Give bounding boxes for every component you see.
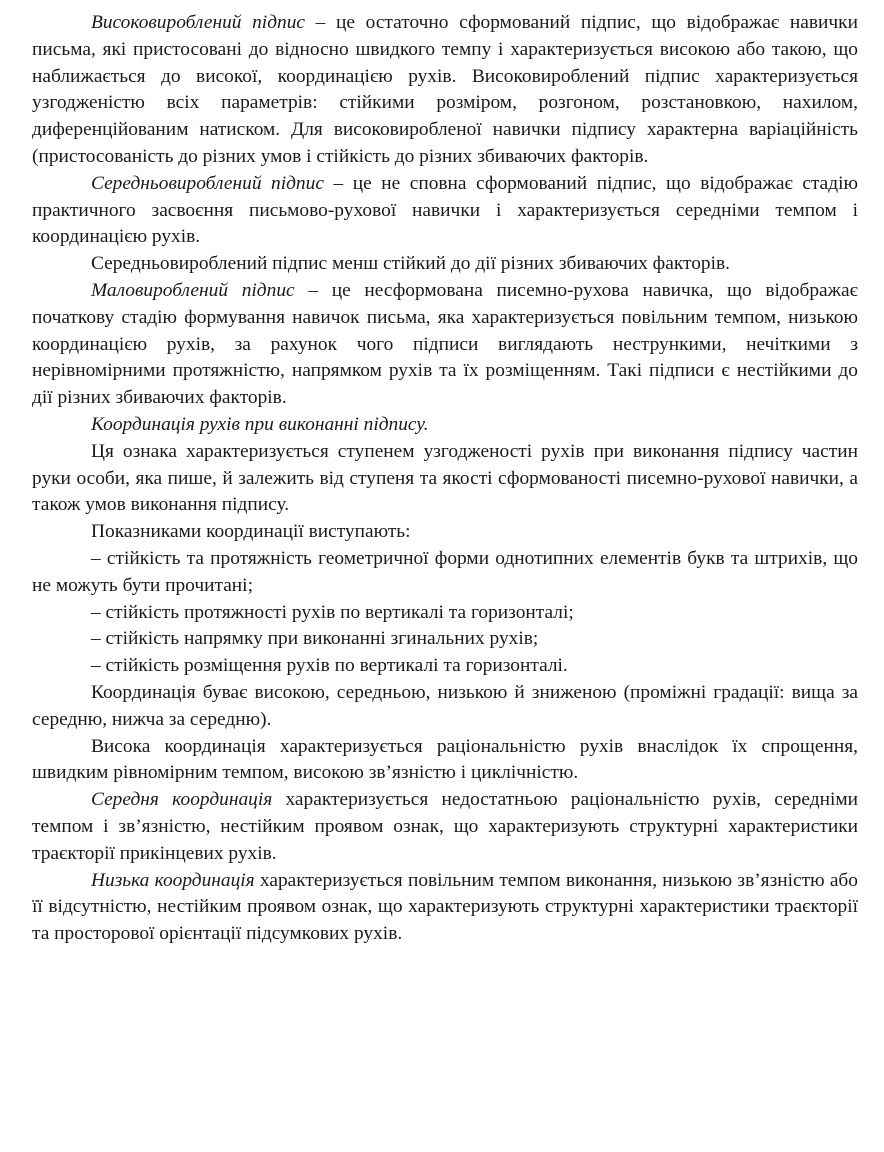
paragraph-coordination-levels (32, 680, 858, 734)
paragraph-text: – це не сповна сформований підпис, що відображає стадію практичного засвоєння письмово-рухової навички і характеризується середніми темпом і координацією рухів. (32, 172, 858, 248)
paragraph-text: Координація буває високою, середньою, низькою й зниженою (проміжні градації: вища за середню, нижча за середню). (32, 681, 858, 730)
list-item-text: – стійкість напрямку при виконанні згинальних рухів; (91, 628, 539, 650)
paragraph-text: – це остаточно сформований підпис, що відображає навички письма, які пристосовані до відносно швидкого темпу і характеризується високою або такою, що наближається до високої, координацією рухів. Високовироблений підпис характеризується узгодженістю всіх параметрів: стійкими розміром, розгоном, розстановкою, нахилом, диференційованим натиском. Для високовиробленої навички підпису характерна варіаційність (пристосованість до різних умов і стійкість до різних збиваючих факторів. (32, 12, 858, 167)
list-item-indicator-1 (32, 546, 858, 600)
paragraph-text: – це несформована писемно-рухова навичка, що відображає початкову стадію формування навичок письма, яка характеризується повільним темпом, низькою координацією рухів, за рахунок чого підписи виглядають нестрункими, нечіткими з нерівномірними протяжністю, напрямком рухів та їх розміщенням. Такі підписи є нестійкими до дії різних збиваючих факторів. (32, 279, 858, 409)
term-medium-coordination: Середня координація (91, 789, 273, 811)
paragraph-text: Середньовироблений підпис менш стійкий до дії різних збиваючих факторів. (91, 253, 731, 275)
list-item-indicator-3 (32, 626, 858, 653)
paragraph-high-developed-signature (32, 10, 858, 171)
paragraph-text: Висока координація характеризується раціональністю рухів внаслідок їх спрощення, швидким рівномірним темпом, високою зв’язністю і циклічністю. (32, 735, 858, 784)
list-item-text: – стійкість протяжності рухів по вертикалі та горизонталі; (91, 601, 574, 623)
paragraph-low-developed-signature (32, 278, 858, 412)
term-medium-developed-signature: Середньовироблений підпис (91, 172, 324, 194)
paragraph-text: Ця ознака характеризується ступенем узгодженості рухів при виконання підпису частин руки особи, яка пише, й залежить від ступеня та якості сформованості писемно-рухової навички, а також умов виконання підпису. (32, 440, 858, 516)
term-low-coordination: Низька координація (91, 869, 255, 891)
paragraph-text: характеризується повільним темпом виконання, низькою зв’язністю або її відсутністю, нестійким проявом ознак, що характеризують структурні характеристики траєкторії та просторової орієнтації підсумкових рухів. (32, 869, 858, 945)
paragraph-high-coordination (32, 734, 858, 788)
paragraph-medium-coordination (32, 787, 858, 867)
term-low-developed-signature: Маловироблений підпис (91, 279, 295, 301)
list-item-indicator-4 (32, 653, 858, 680)
list-item-text: – стійкість та протяжність геометричної форми однотипних елементів букв та штрихів, що не можуть бути прочитані; (32, 547, 858, 596)
term-high-developed-signature: Високовироблений підпис (91, 12, 305, 33)
document-page (32, 10, 858, 948)
paragraph-coordination-indicators (32, 519, 858, 546)
paragraph-medium-developed-signature (32, 171, 858, 251)
paragraph-low-coordination (32, 868, 858, 948)
list-item-text: – стійкість розміщення рухів по вертикалі та горизонталі. (91, 655, 568, 677)
section-heading-coordination (32, 412, 858, 439)
paragraph-text: Показниками координації виступають: (91, 521, 411, 543)
paragraph-text: характеризується недостатньою раціональністю рухів, середніми темпом і зв’язністю, нестійким проявом ознак, що характеризують структурні характеристики траєкторії прикінцевих рухів. (32, 789, 858, 864)
paragraph-medium-stability (32, 251, 858, 278)
list-item-indicator-2 (32, 600, 858, 627)
paragraph-coordination-definition (32, 439, 858, 519)
heading-coordination: Координація рухів при виконанні підпису. (91, 413, 429, 435)
